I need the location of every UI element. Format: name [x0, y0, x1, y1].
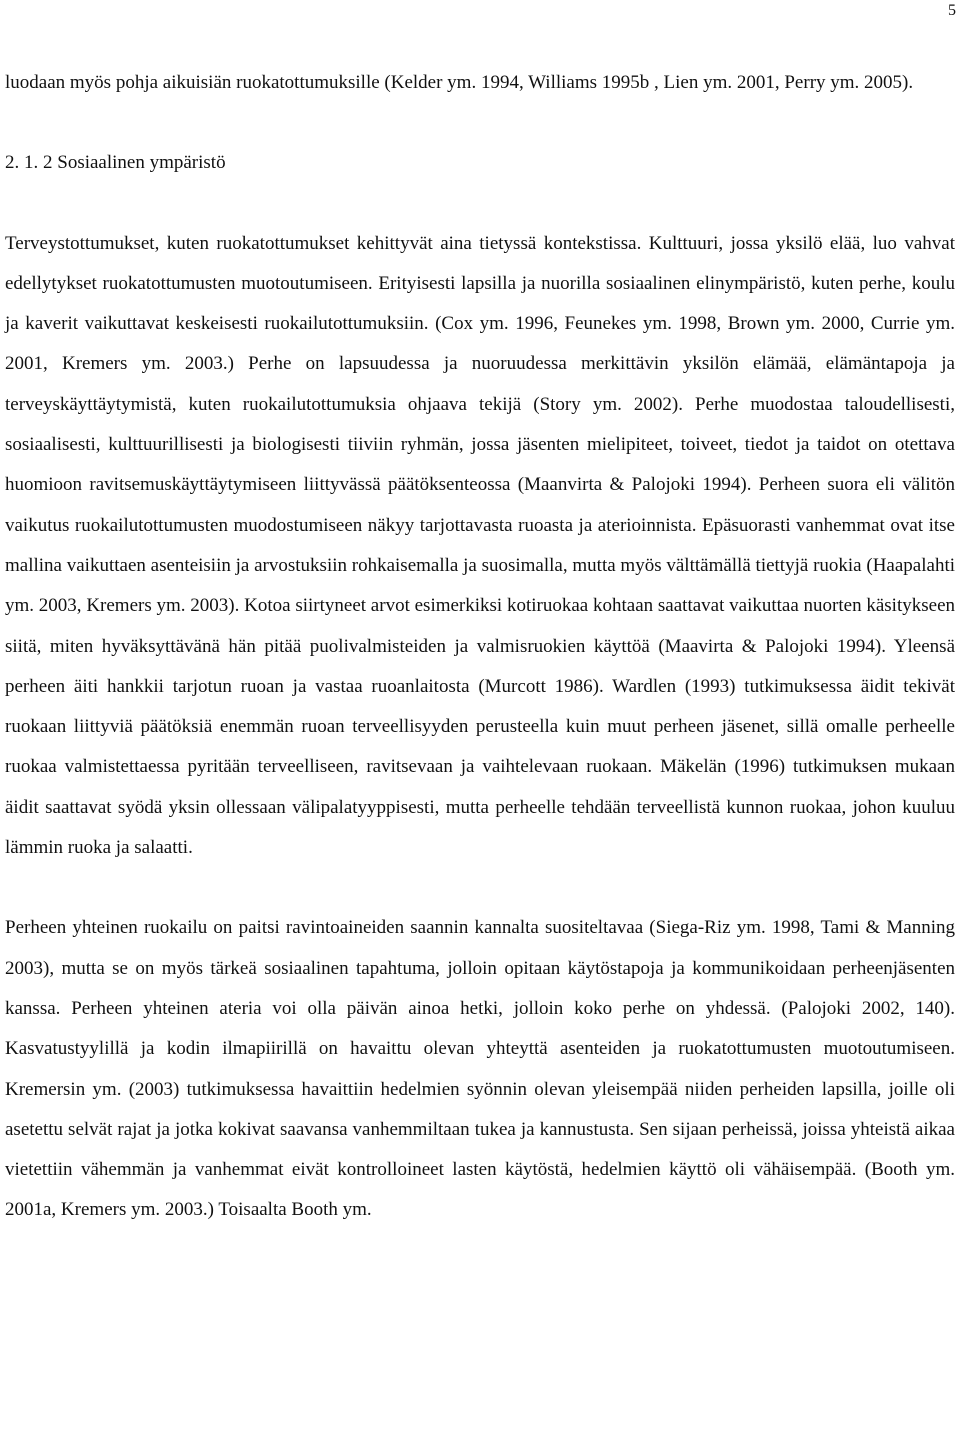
- paragraph-social-environment: Terveystottumukset, kuten ruokatottumukset kehittyvät aina tietyssä kontekstissa. Kulttuuri, jossa yksilö elää, luo vahvat edellytykset ruokatottumusten muotoutumiseen. Erityisesti lapsilla ja nuorilla sosiaalinen elinympäristö, kuten perhe, koulu ja kaverit vaikuttavat keskeisesti ruokailutottumuksiin. (Cox ym. 1996, Feunekes ym. 1998, Brown ym. 2000, Currie ym. 2001, Kremers ym. 2003.) Perhe on lapsuudessa ja nuoruudessa merkittävin yksilön elämää, elämäntapoja ja terveyskäyttäytymistä, kuten ruokailutottumuksia ohjaava tekijä (Story ym. 2002). Perhe muodostaa taloudellisesti, sosiaalisesti, kulttuurillisesti ja biologisesti tiiviin ryhmän, jossa jäsenten mielipiteet, toiveet, tiedot ja taidot on otettava huomioon ravitsemuskäyttäytymiseen liittyvässä päätöksenteossa (Maanvirta & Palojoki 1994). Perheen suora eli välitön vaikutus ruokailutottumusten muodostumiseen näkyy tarjottavasta ruoasta ja aterioinnista. Epäsuorasti vanhemmat ovat itse mallina vaikuttaen asenteisiin ja arvostuksiin rohkaisemalla ja suosimalla, mutta myös välttämällä tiettyjä ruokia (Haapalahti ym. 2003, Kremers ym. 2003). Kotoa siirtyneet arvot esimerkiksi kotiruokaa kohtaan saattavat vaikuttaa nuorten käsitykseen siitä, miten hyväksyttävänä hän pitää puolivalmisteiden ja valmisruokien käyttöä (Maavirta & Palojoki 1994). Yleensä perheen äiti hankkii tarjotun ruoan ja vastaa ruoanlaitosta (Murcott 1986). Wardlen (1993) tutkimuksessa äidit tekivät ruokaan liittyviä päätöksiä enemmän ruoan terveellisyyden perusteella kuin muut perheen jäsenet, sillä omalle perheelle ruokaa valmistettaessa pyritään terveelliseen, ravitsevaan ja vaihtelevaan ruokaan. Mäkelän (1996) tutkimuksen mukaan äidit saattavat syödä yksin ollessaan välipalatyyppisesti, mutta perheelle tehdään terveellistä kunnon ruokaa, johon kuuluu lämmin ruoka ja salaatti.: [5, 232, 955, 859]
- section-heading: 2. 1. 2 Sosiaalinen ympäristö: [5, 152, 226, 174]
- paragraph-family-meals: Perheen yhteinen ruokailu on paitsi ravintoaineiden saannin kannalta suositeltavaa (Siega-Riz ym. 1998, Tami & Manning 2003), mutta se on myös tärkeä sosiaalinen tapahtuma, jolloin opitaan käytöstapoja ja kommunikoidaan perheenjäsenten kanssa. Perheen yhteinen ateria voi olla päivän ainoa hetki, jolloin koko perhe on yhdessä. (Palojoki 2002, 140). Kasvatustyylillä ja kodin ilmapiirillä on havaittu olevan yhteyttä asenteiden ja ruokatottumusten muotoutumiseen. Kremersin ym. (2003) tutkimuksessa havaittiin hedelmien syönnin olevan yleisempää niiden perheiden lapsilla, joille oli asetettu selvät rajat ja jotka kokivat saavansa vanhemmiltaan tukea ja kannustusta. Sen sijaan perheissä, joissa yhteistä aikaa vietettiin vähemmän ja vanhemmat eivät kontrolloineet lasten käytöstä, hedelmien käyttö oli vähäisempää. (Booth ym. 2001a, Kremers ym. 2003.) Toisaalta Booth ym.: [5, 917, 955, 1221]
- intro-paragraph: luodaan myös pohja aikuisiän ruokatottumuksille (Kelder ym. 1994, Williams 1995b , Lien ym. 2001, Perry ym. 2005).: [5, 72, 914, 93]
- page-number: 5: [948, 2, 956, 19]
- document-body: [5, 63, 955, 1231]
